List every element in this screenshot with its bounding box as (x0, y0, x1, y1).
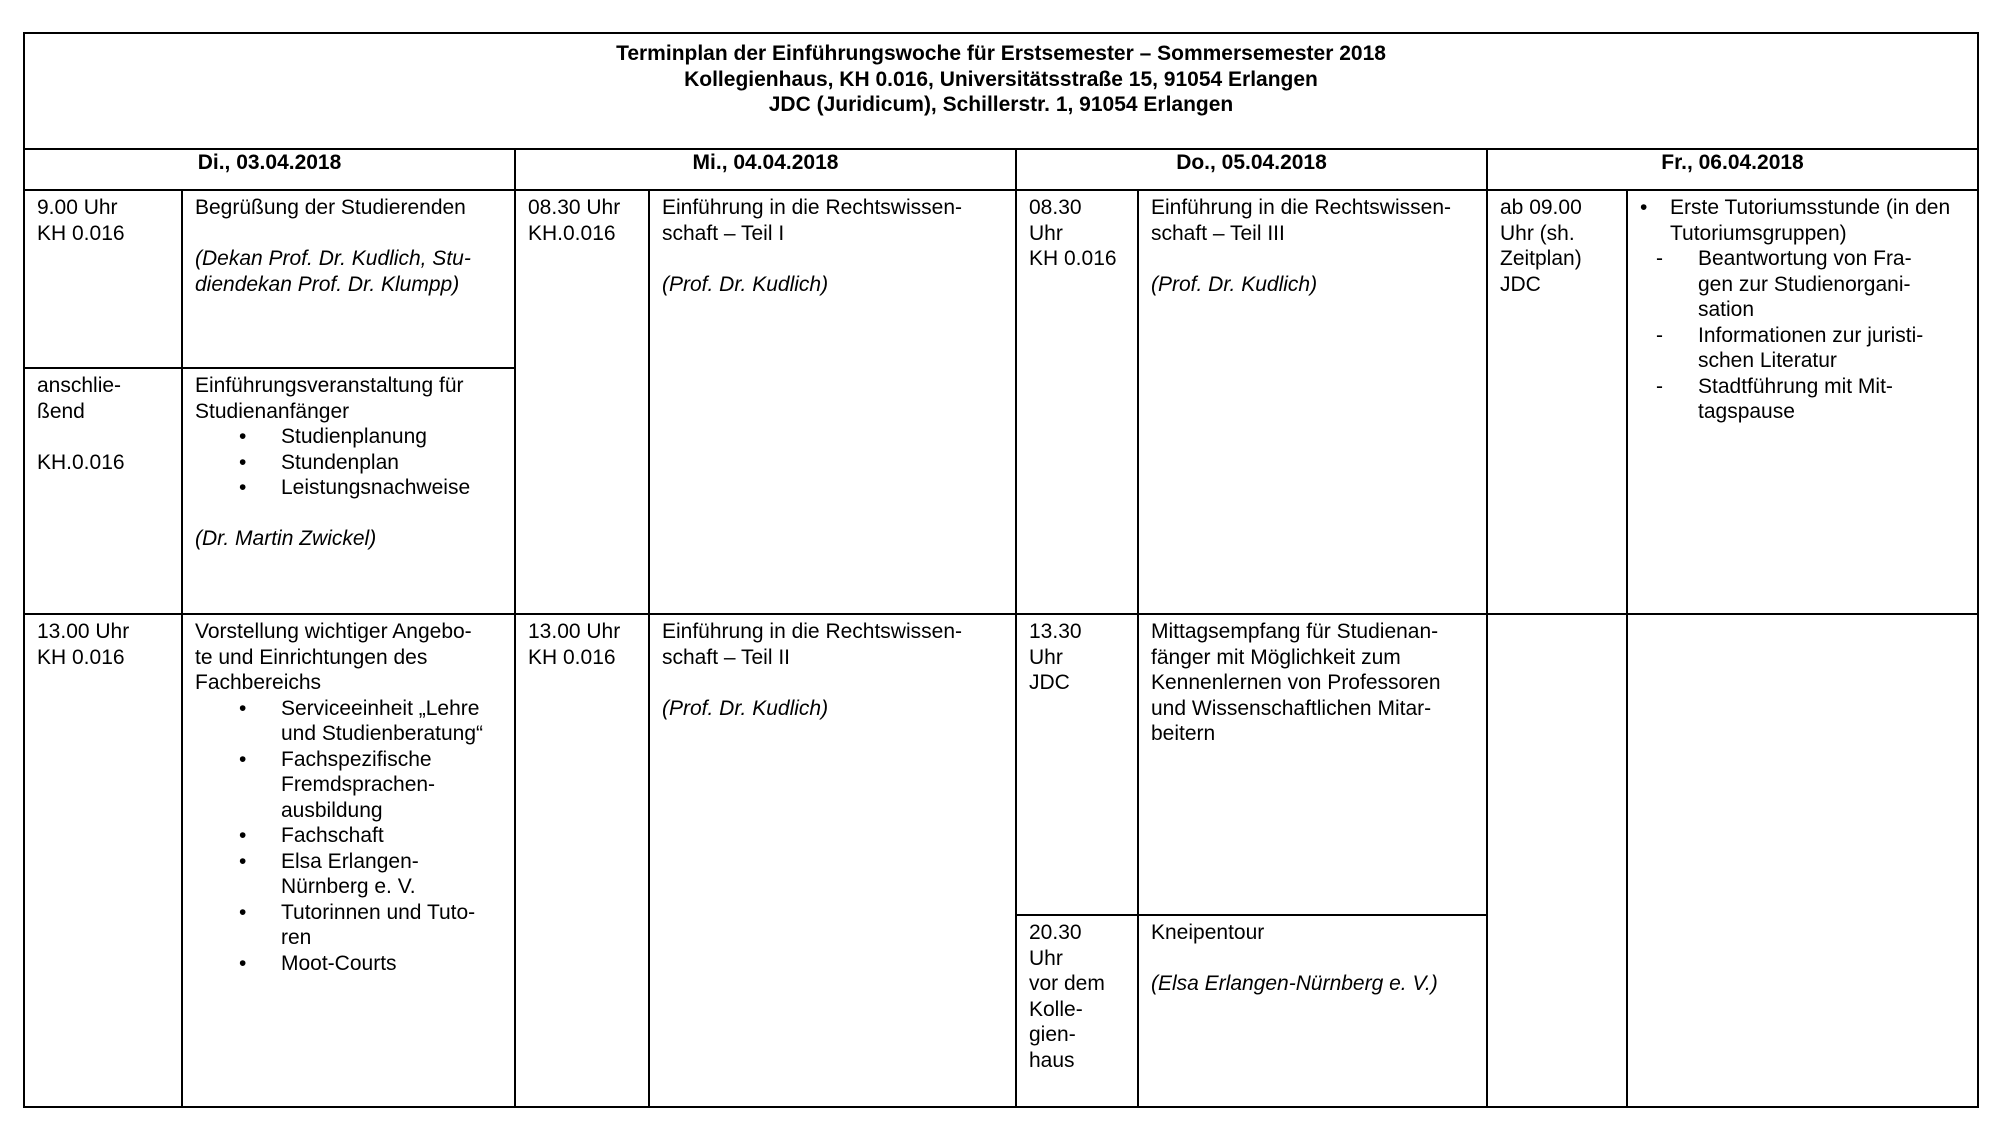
list-item: • Serviceeinheit „Lehre und Studienberatung“ (281, 696, 502, 747)
fr-slot1-time: ab 09.00 Uhr (sh. Zeitplan) JDC (1487, 190, 1627, 614)
list-item: - Stadtführung mit Mit- tagspause (1698, 374, 1965, 425)
event-title: Kneipentour (1151, 921, 1265, 944)
list-item: • Studienplanung (281, 424, 502, 450)
list-item: • Elsa Erlangen- Nürnberg e. V. (281, 849, 502, 900)
day-header-friday: Fr., 06.04.2018 (1487, 149, 1978, 190)
do-slot1-time: 08.30 Uhr KH 0.016 (1016, 190, 1138, 614)
event-title: • Erste Tutoriumsstunde (in den Tutoriumsgruppen) (1640, 195, 1965, 246)
event-speaker: (Dr. Martin Zwickel) (195, 527, 377, 550)
schedule-table (23, 32, 1979, 1108)
event-speaker: (Prof. Dr. Kudlich) (662, 696, 829, 720)
event-speaker: (Prof. Dr. Kudlich) (1151, 272, 1318, 296)
event-speaker: (Elsa Erlangen-Nürnberg e. V.) (1151, 972, 1438, 995)
event-title: Begrüßung der Studierenden (195, 196, 466, 219)
event-title: Einführungsveranstaltung für Studienanfänger (195, 374, 464, 423)
event-title: Einführung in die Rechtswissen- schaft – Teil III (1151, 196, 1451, 245)
event-title: Vorstellung wichtiger Angebo- te und Einrichtungen des Fachbereichs (195, 620, 472, 694)
event-topics (195, 424, 502, 501)
fr-slot2-event-empty (1627, 614, 1978, 1107)
list-item: • Leistungsnachweise (281, 475, 502, 501)
list-item: • Tutorinnen und Tuto- ren (281, 900, 502, 951)
mi-slot2-time: 13.00 Uhr KH 0.016 (515, 614, 649, 1107)
mi-slot1-time: 08.30 Uhr KH.0.016 (515, 190, 649, 614)
day-header-thursday: Do., 05.04.2018 (1016, 149, 1487, 190)
event-speaker: (Dekan Prof. Dr. Kudlich, Stu- diendekan Prof. Dr. Klumpp) (195, 247, 471, 296)
list-item: • Moot-Courts (281, 951, 502, 977)
list-item: • Fachschaft (281, 823, 502, 849)
event-title: Einführung in die Rechtswissen- schaft – Teil I (662, 196, 962, 245)
do-slot1-event (1138, 190, 1487, 614)
di-slot2-event (182, 368, 515, 614)
di-slot3-event (182, 614, 515, 1107)
mi-slot2-event (649, 614, 1016, 1107)
fr-slot1-event (1627, 190, 1978, 614)
header-location-kh: Kollegienhaus, KH 0.016, Universitätsstraße 15, 91054 Erlangen (684, 67, 1318, 91)
list-item: • Stundenplan (281, 450, 502, 476)
di-slot1-time: 9.00 Uhr KH 0.016 (24, 190, 182, 368)
di-slot1-event (182, 190, 515, 368)
header-location-jdc: JDC (Juridicum), Schillerstr. 1, 91054 Erlangen (768, 93, 1234, 116)
event-title: Einführung in die Rechtswissen- schaft – Teil II (662, 620, 962, 669)
document-header (24, 33, 1978, 149)
do-slot3-time: 20.30 Uhr vor dem Kolle- gien- haus (1016, 915, 1138, 1107)
do-slot2-event (1138, 614, 1487, 915)
header-title: Terminplan der Einführungswoche für Erstsemester – Sommersemester 2018 (616, 42, 1386, 65)
event-subitems (1640, 246, 1965, 425)
list-item: • Fachspezifische Fremdsprachen- ausbildung (281, 747, 502, 824)
day-header-tuesday: Di., 03.04.2018 (24, 149, 515, 190)
mi-slot1-event (649, 190, 1016, 614)
do-slot2-time: 13.30 Uhr JDC (1016, 614, 1138, 915)
list-item: - Informationen zur juristi- schen Literatur (1698, 323, 1965, 374)
event-title: Mittagsempfang für Studienan- fänger mit Möglichkeit zum Kennenlernen von Professoren und Wissenschaftlichen Mitar- beitern (1151, 620, 1441, 745)
day-header-wednesday: Mi., 04.04.2018 (515, 149, 1016, 190)
di-slot2-time: anschlie- ßend KH.0.016 (24, 368, 182, 614)
event-topics (195, 696, 502, 977)
do-slot3-event (1138, 915, 1487, 1107)
fr-slot2-time-empty (1487, 614, 1627, 1107)
di-slot3-time: 13.00 Uhr KH 0.016 (24, 614, 182, 1107)
list-item: - Beantwortung von Fra- gen zur Studienorgani- sation (1698, 246, 1965, 323)
event-speaker: (Prof. Dr. Kudlich) (662, 272, 829, 296)
